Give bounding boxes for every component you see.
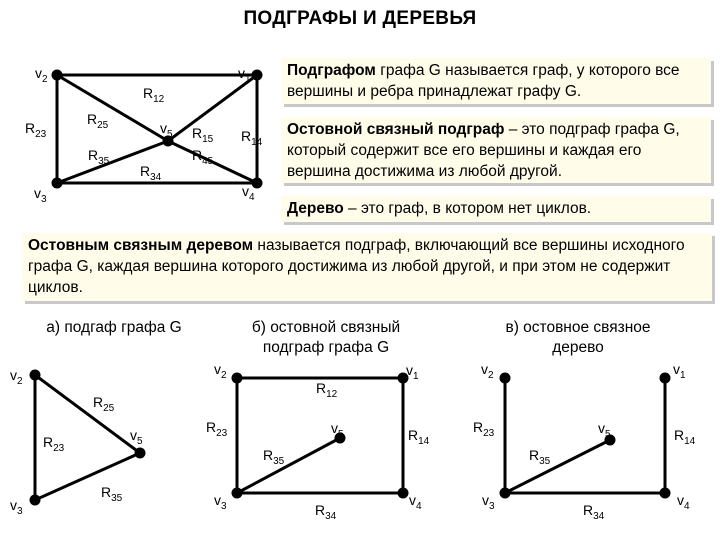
a-edge-label-r35: $R_{35}$ [101,484,123,504]
definition-spanning-tree-term: Остовным связным деревом [28,237,254,254]
main-vertex-label-v4: $v_4$ [242,183,255,203]
b-vertex-label-v5: $v_5$ [331,420,344,440]
a-vertex-label-v5: $v_5$ [130,427,143,447]
caption-a: а) подгаф графа G [46,319,182,336]
definition-tree-text: – это граф, в котором нет циклов. [343,200,592,217]
main-edge-label-r14: $R_{14}$ [241,128,263,148]
b-edge-label-r34: $R_{34}$ [315,502,337,522]
main-edge-label-r35: $R_{35}$ [88,147,110,167]
page-title: ПОДГРАФЫ И ДЕРЕВЬЯ [243,8,477,29]
c-vertex-v4 [660,488,671,499]
c-vertex-label-v1: $v_1$ [673,361,686,381]
b-edge-label-r14: $R_{14}$ [408,427,430,447]
b-vertex-label-v3: $v_3$ [214,492,227,512]
a-edge-label-r25: $R_{25}$ [93,394,115,414]
main-vertex-v1 [252,70,263,81]
main-edge-label-r23: $R_{23}$ [25,120,47,140]
main-edge-label-r12: $R_{12}$ [143,85,165,105]
main-edge-label-r15: $R_{15}$ [192,125,214,145]
a-vertex-v3 [30,495,41,506]
definition-spanning-term: Остовной связный подграф [287,121,505,138]
main-vertex-v3 [52,178,63,189]
b-edge-label-r12: $R_{12}$ [316,380,338,400]
definition-subgraph-term: Подграфом [287,62,376,79]
main-vertex-v4 [252,178,263,189]
definition-subgraph-text: графа G называется граф, у которого все вершины и ребра принадлежат графу G. [287,62,680,100]
definition-tree-term: Дерево [287,200,344,217]
a-vertex-v5 [135,448,146,459]
b-vertex-v3 [232,488,243,499]
a-vertex-label-v3: $v_3$ [10,497,23,517]
c-vertex-label-v4: $v_4$ [677,492,690,512]
c-edge-label-r35: $R_{35}$ [529,447,551,467]
main-edge-label-r34: $R_{34}$ [140,163,162,183]
main-vertex-label-v1: $v_1$ [238,65,251,85]
main-edge-label-r25: $R_{25}$ [87,111,109,131]
c-edge-r35 [505,440,610,493]
b-vertex-label-v4: $v_4$ [409,492,422,512]
c-vertex-v1 [660,373,671,384]
b-vertex-label-v1: $v_1$ [406,362,419,382]
b-edge-label-r35: $R_{35}$ [263,447,285,467]
definition-spanning-tree-text: называется подграф, включающий все вершины исходного графа G, каждая вершина которого достижима из любой другой, и при этом не содержит циклов. [28,237,685,296]
b-edge-label-r23: $R_{23}$ [206,419,228,439]
main-vertex-label-v2: $v_2$ [35,65,48,85]
definition-spanning-text: – это подграф графа G, который содержит все его вершины и каждая его вершина достижима из любой другой. [287,121,680,180]
caption-b: б) остовной связный подграф графа G [251,319,401,356]
c-vertex-label-v2: $v_2$ [481,361,494,381]
a-edge-label-r23: $R_{23}$ [43,434,65,454]
c-vertex-v3 [500,488,511,499]
c-edge-label-r34: $R_{34}$ [583,502,605,522]
b-vertex-v2 [232,373,243,384]
c-vertex-label-v5: $v_5$ [598,420,611,440]
c-edge-label-r23: $R_{23}$ [473,419,495,439]
a-edge-r35 [35,453,140,500]
c-edge-label-r14: $R_{14}$ [674,427,696,447]
caption-c: в) остовное связное дерево [505,319,651,356]
c-vertex-label-v3: $v_3$ [482,492,495,512]
b-vertex-v4 [398,488,409,499]
main-edge-label-r45: $R_{45}$ [192,147,214,167]
b-vertex-label-v2: $v_2$ [214,361,227,381]
main-vertex-v2 [52,70,63,81]
main-vertex-label-v3: $v_3$ [34,185,47,205]
a-vertex-label-v2: $v_2$ [10,367,23,387]
c-vertex-v2 [500,373,511,384]
b-edge-r35 [237,438,340,493]
a-vertex-v2 [30,370,41,381]
main-vertex-label-v5: $v_5$ [160,120,173,140]
